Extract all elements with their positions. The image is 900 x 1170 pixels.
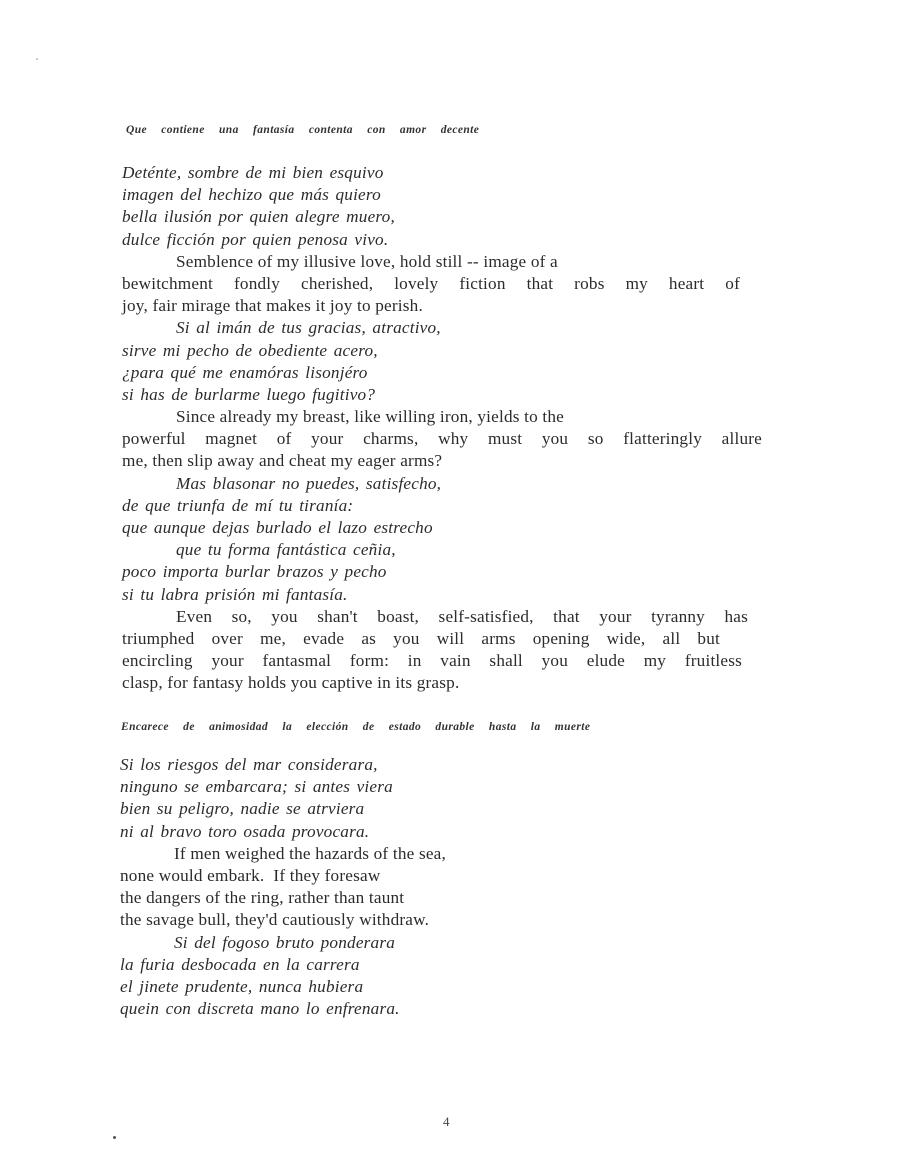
poem-title-1: Que contiene una fantasía contenta con amor decente bbox=[126, 124, 480, 136]
spanish-verse-line: dulce ficción por quien penosa vivo. bbox=[122, 229, 389, 249]
translation-line: Even so, you shan't boast, self-satisfied, that your tyranny has bbox=[176, 606, 748, 626]
translation-line: clasp, for fantasy holds you captive in its grasp. bbox=[122, 673, 460, 693]
spanish-verse-line: imagen del hechizo que más quiero bbox=[122, 185, 381, 205]
translation-line: Semblence of my illusive love, hold still -- image of a bbox=[176, 251, 558, 271]
translation-line: me, then slip away and cheat my eager arms? bbox=[122, 451, 443, 471]
translation-line: the dangers of the ring, rather than taunt bbox=[120, 888, 405, 908]
poem-2 bbox=[120, 754, 780, 1020]
translation-line: Since already my breast, like willing iron, yields to the bbox=[176, 407, 565, 427]
spanish-verse-line: que aunque dejas burlado el lazo estrecho bbox=[122, 518, 433, 537]
translation-line: If men weighed the hazards of the sea, bbox=[174, 843, 446, 863]
spanish-verse-line: bella ilusión por quien alegre muero, bbox=[122, 207, 395, 227]
spanish-verse-line: la furia desbocada en la carrera bbox=[120, 954, 360, 974]
spanish-verse-line: poco importa burlar brazos y pecho bbox=[122, 562, 387, 582]
spanish-verse-line: que tu forma fantástica ceñia, bbox=[176, 540, 396, 560]
spanish-verse-line: ninguno se embarcara; si antes viera bbox=[120, 777, 393, 797]
spanish-verse-line: de que triunfa de mí tu tiranía: bbox=[122, 495, 354, 515]
spanish-verse-line: Deténte, sombre de mi bien esquivo bbox=[122, 163, 384, 182]
spanish-verse-line: Mas blasonar no puedes, satisfecho, bbox=[176, 473, 442, 493]
spanish-verse-line: si has de burlarme luego fugitivo? bbox=[122, 384, 376, 404]
spanish-verse-line: Si al imán de tus gracias, atractivo, bbox=[176, 318, 441, 338]
translation-line: none would embark. If they foresaw bbox=[120, 865, 381, 885]
poem-title-2: Encarece de animosidad la elección de estado durable hasta la muerte bbox=[121, 721, 591, 733]
translation-line: triumphed over me, evade as you will arms opening wide, all but bbox=[122, 628, 720, 648]
poem-1 bbox=[122, 162, 782, 695]
translation-line: bewitchment fondly cherished, lovely fiction that robs my heart of bbox=[122, 273, 740, 293]
spanish-verse-line: ¿para qué me enamóras lisonjéro bbox=[122, 362, 368, 382]
scan-speck bbox=[36, 58, 38, 60]
spanish-verse-line: si tu labra prisión mi fantasía. bbox=[122, 584, 348, 604]
spanish-verse-line: el jinete prudente, nunca hubiera bbox=[120, 976, 364, 996]
spanish-verse-line: Si del fogoso bruto ponderara bbox=[174, 932, 396, 952]
translation-line: powerful magnet of your charms, why must you so flatteringly allure bbox=[122, 429, 762, 449]
scan-speck bbox=[113, 1136, 116, 1139]
spanish-verse-line: ni al bravo toro osada provocara. bbox=[120, 821, 370, 841]
spanish-verse-line: bien su peligro, nadie se atrviera bbox=[120, 799, 365, 819]
page-number: 4 bbox=[443, 1114, 450, 1129]
translation-line: the savage bull, they'd cautiously withdraw. bbox=[120, 910, 430, 930]
spanish-verse-line: Si los riesgos del mar considerara, bbox=[120, 755, 378, 774]
translation-line: encircling your fantasmal form: in vain shall you elude my fruitless bbox=[122, 651, 742, 671]
spanish-verse-line: sirve mi pecho de obediente acero, bbox=[122, 340, 378, 360]
translation-line: joy, fair mirage that makes it joy to perish. bbox=[122, 296, 423, 316]
spanish-verse-line: quein con discreta mano lo enfrenara. bbox=[120, 999, 400, 1019]
